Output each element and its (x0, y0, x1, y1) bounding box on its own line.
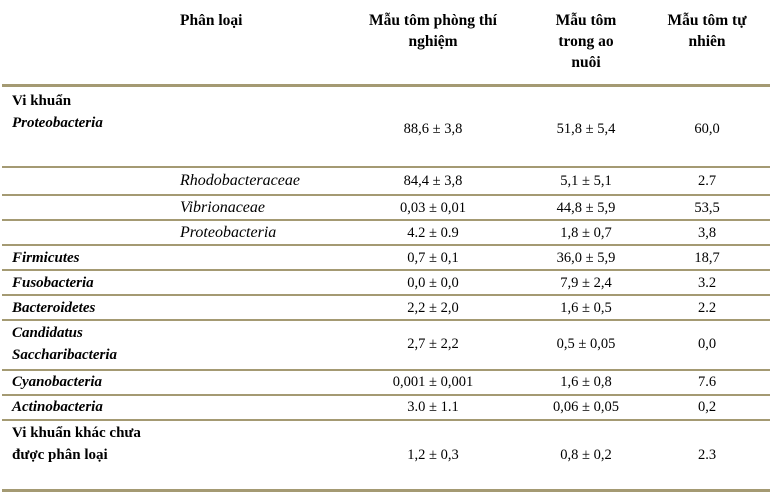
cell-lab: 0,0 ± 0,0 (407, 275, 459, 291)
cell-wild: 2.7 (697, 173, 717, 189)
header-wild-sample: Mẫu tôm tự nhiên (667, 12, 747, 50)
cell-lab: 88,6 ± 3,8 (403, 121, 463, 137)
row-name: Vi khuẩn khác chưa được phân loại (12, 425, 141, 463)
cell-lab: 1,2 ± 0,3 (407, 447, 459, 463)
row-rule (2, 219, 770, 221)
cell-wild: 2.2 (697, 300, 717, 316)
row-name: Firmicutes (12, 250, 80, 266)
row-rule (2, 194, 770, 196)
row-name: Candidatus (12, 325, 83, 341)
header-lab-sample: Mẫu tôm phòng thí nghiệm (369, 12, 497, 50)
row-name: Vibrionaceae (180, 199, 266, 216)
cell-wild: 7.6 (697, 374, 717, 390)
cell-pond: 0,06 ± 0,05 (553, 399, 619, 415)
cell-pond: 1,8 ± 0,7 (560, 225, 612, 241)
header-rule (2, 84, 770, 87)
bottom-rule (2, 489, 770, 492)
cell-pond: 0,8 ± 0,2 (560, 447, 612, 463)
row-rule (2, 319, 770, 321)
row-name: Bacteroidetes (12, 300, 96, 316)
row-name: Cyanobacteria (12, 374, 102, 390)
cell-lab: 0,001 ± 0,001 (392, 374, 474, 390)
row-name-sub: Proteobacteria (12, 115, 103, 131)
row-rule (2, 244, 770, 246)
row-rule (2, 269, 770, 271)
cell-lab: 0,7 ± 0,1 (407, 250, 459, 266)
row-rule (2, 166, 770, 168)
row-name: Fusobacteria (12, 275, 94, 291)
cell-wild: 0,0 (697, 336, 717, 352)
cell-lab: 3.0 ± 1.1 (407, 399, 459, 415)
cell-pond: 0,5 ± 0,05 (556, 336, 616, 352)
cell-pond: 7,9 ± 2,4 (560, 275, 612, 291)
cell-pond: 51,8 ± 5,4 (556, 121, 616, 137)
cell-wild: 60,0 (694, 121, 720, 137)
header-pond-sample: Mẫu tôm trong ao nuôi (555, 12, 617, 71)
row-name: Rhodobacteraceae (180, 172, 300, 189)
cell-lab: 0,03 ± 0,01 (400, 200, 466, 216)
row-name: Proteobacteria (180, 224, 277, 241)
cell-lab: 2,2 ± 2,0 (407, 300, 459, 316)
cell-pond: 5,1 ± 5,1 (560, 173, 612, 189)
row-rule (2, 294, 770, 296)
cell-lab: 84,4 ± 3,8 (403, 173, 463, 189)
cell-wild: 0,2 (697, 399, 717, 415)
header-classification: Phân loại (180, 12, 243, 29)
cell-pond: 36,0 ± 5,9 (556, 250, 616, 266)
row-name: Vi khuẩn (12, 93, 72, 109)
cell-wild: 3.2 (697, 275, 717, 291)
cell-lab: 4.2 ± 0.9 (407, 225, 459, 241)
row-name-sub: Saccharibacteria (12, 347, 117, 363)
cell-pond: 44,8 ± 5,9 (556, 200, 616, 216)
row-name: Actinobacteria (12, 399, 103, 415)
cell-wild: 2.3 (697, 447, 717, 463)
cell-wild: 53,5 (694, 200, 720, 216)
cell-wild: 18,7 (694, 250, 720, 266)
cell-wild: 3,8 (697, 225, 717, 241)
row-rule (2, 419, 770, 421)
cell-pond: 1,6 ± 0,8 (560, 374, 612, 390)
cell-lab: 2,7 ± 2,2 (407, 336, 459, 352)
cell-pond: 1,6 ± 0,5 (560, 300, 612, 316)
